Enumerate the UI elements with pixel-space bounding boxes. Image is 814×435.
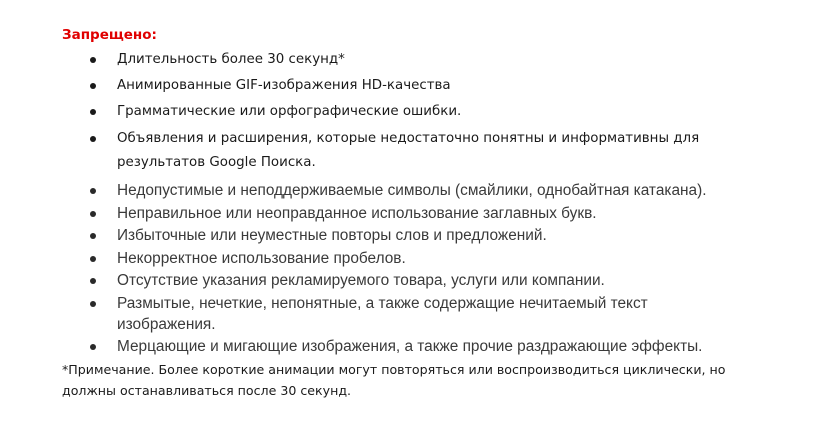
bullet-icon xyxy=(90,233,96,239)
list-item-text: Размытые, нечеткие, непонятные, а также содержащие нечитаемый текст изображения. xyxy=(117,294,648,333)
document-body xyxy=(62,26,802,401)
bullet-icon xyxy=(90,256,96,262)
list-item xyxy=(62,203,802,224)
prohibited-list xyxy=(62,49,802,357)
list-item xyxy=(62,270,802,291)
bullet-icon xyxy=(90,57,96,63)
list-item-text: Избыточные или неуместные повторы слов и предложений. xyxy=(117,227,547,244)
bullet-icon xyxy=(90,109,96,115)
prohibited-heading: Запрещено: xyxy=(62,27,157,43)
list-item xyxy=(62,127,717,175)
bullet-icon xyxy=(90,344,96,350)
list-item xyxy=(62,225,802,246)
list-item-text: Мерцающие и мигающие изображения, а также прочие раздражающие эффекты. xyxy=(117,338,703,355)
list-item-text: Отсутствие указания рекламируемого товара, услуги или компании. xyxy=(117,272,605,289)
list-item-text: Объявления и расширения, которые недостаточно понятны и информативны для результатов Google Поиска. xyxy=(117,131,700,170)
bullet-icon xyxy=(90,83,96,89)
bullet-icon xyxy=(90,188,96,194)
bullet-icon xyxy=(90,136,96,142)
bullet-icon xyxy=(90,211,96,217)
list-item-text: Грамматические или орфографические ошибки. xyxy=(117,104,462,119)
list-item xyxy=(62,49,802,70)
list-item-text: Неправильное или неоправданное использование заглавных букв. xyxy=(117,204,597,222)
bullet-icon xyxy=(90,278,96,284)
list-item-text: Анимированные GIF-изображения HD-качества xyxy=(117,78,451,93)
bullet-icon xyxy=(90,301,96,307)
list-item xyxy=(62,336,802,357)
list-item-text: Недопустимые и неподдерживаемые символы (смайлики, однобайтная катакана). xyxy=(117,182,707,199)
list-item xyxy=(62,101,802,122)
list-item xyxy=(62,293,677,335)
footnote: *Примечание. Более короткие анимации могут повторяться или воспроизводиться циклически, но должны останавливаться после 30 секунд. xyxy=(62,362,726,398)
list-item xyxy=(62,75,802,96)
list-item-text: Некорректное использование пробелов. xyxy=(117,249,406,267)
list-item xyxy=(62,248,802,269)
list-item xyxy=(62,180,802,201)
list-item-text: Длительность более 30 секунд* xyxy=(117,52,345,67)
